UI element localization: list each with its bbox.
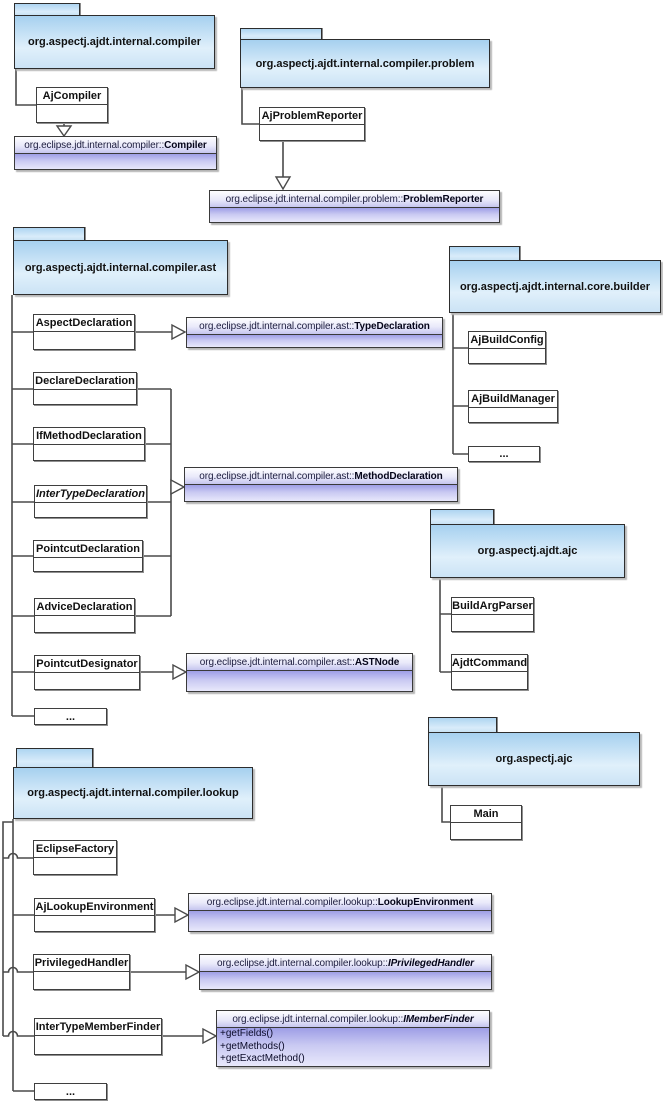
package-name: org.aspectj.ajdt.ajc <box>477 545 578 557</box>
class-name: BuildArgParser <box>452 600 533 612</box>
class-privilegedhandler <box>33 954 130 990</box>
package-tab-compiler <box>14 3 80 15</box>
method-list <box>217 1028 489 1066</box>
class-ast-ellipsis <box>34 708 107 725</box>
containment-lookup-package-inner <box>13 819 34 1091</box>
interface-name: IMemberFinder <box>403 1013 474 1025</box>
class-builder-ellipsis <box>468 446 540 462</box>
class-name: AdviceDeclaration <box>36 601 133 613</box>
class-name: InterTypeMemberFinder <box>35 1021 161 1033</box>
class-intertypememberfinder <box>34 1018 162 1055</box>
class-pointcutdeclaration <box>33 540 143 572</box>
qualifier: org.eclipse.jdt.internal.compiler.lookup:: <box>206 896 378 908</box>
external-class-problemreporter <box>209 190 500 223</box>
package-name: org.aspectj.ajdt.internal.compiler.ast <box>24 261 217 274</box>
class-ajdtcommand <box>451 654 528 690</box>
package-problem <box>240 39 490 88</box>
qualifier: org.eclipse.jdt.internal.compiler:: <box>24 139 165 151</box>
package-compiler <box>14 15 215 69</box>
package-tab-builder <box>449 246 520 260</box>
class-ajbuildmanager <box>468 390 558 423</box>
qualifier: org.eclipse.jdt.internal.compiler.lookup:: <box>217 957 388 969</box>
external-interface-imemberfinder <box>216 1010 490 1067</box>
class-name: ProblemReporter <box>403 193 484 205</box>
class-name: TypeDeclaration <box>354 320 430 332</box>
package-tab-ajc <box>428 717 497 732</box>
class-name: InterTypeDeclaration <box>35 488 145 500</box>
package-tab-ajdt-ajc <box>430 509 494 524</box>
package-builder <box>449 260 661 313</box>
gen-arrow-to-iprivilegedhandler <box>186 965 199 979</box>
gen-arrow-to-typedeclaration <box>172 325 185 339</box>
containment-compiler-package <box>16 69 36 105</box>
class-ajlookupenvironment <box>34 898 155 932</box>
class-ajproblemreporter <box>259 107 365 141</box>
package-name: org.aspectj.ajdt.internal.compiler <box>28 36 201 48</box>
class-name: AjBuildConfig <box>470 334 544 346</box>
qualifier: org.eclipse.jdt.internal.compiler.lookup:: <box>232 1013 404 1025</box>
gen-arrow-to-problemreporter <box>276 177 290 189</box>
external-class-compiler <box>14 136 217 170</box>
class-name: PointcutDeclaration <box>36 543 140 555</box>
class-name: PointcutDesignator <box>36 658 138 670</box>
qualifier: org.eclipse.jdt.internal.compiler.ast:: <box>199 320 355 332</box>
class-name: EclipseFactory <box>35 843 115 855</box>
containment-problem-package <box>242 88 259 124</box>
class-ifmethoddeclaration <box>33 427 145 461</box>
class-intertypedeclaration <box>34 485 147 518</box>
class-declaredeclaration <box>33 372 137 405</box>
class-name: PrivilegedHandler <box>34 957 129 969</box>
class-name: AjCompiler <box>42 90 102 102</box>
class-name: ASTNode <box>354 656 400 668</box>
class-name: LookupEnvironment <box>377 896 474 908</box>
package-ast <box>13 240 228 295</box>
ellipsis-label: ... <box>65 1085 76 1098</box>
qualifier: org.eclipse.jdt.internal.compiler.ast:: <box>199 656 355 668</box>
containment-ajc-package <box>442 786 450 822</box>
package-tab-ast <box>13 227 85 240</box>
package-name: org.aspectj.ajdt.internal.compiler.lookup <box>27 787 239 799</box>
class-name: AspectDeclaration <box>35 317 133 329</box>
package-ajdt-ajc <box>430 524 625 578</box>
gen-arrow-to-imemberfinder <box>203 1029 216 1043</box>
interface-name: IPrivilegedHandler <box>387 957 474 969</box>
method-getfields: +getFields() <box>220 1028 274 1039</box>
method-getmethods: +getMethods() <box>220 1040 285 1052</box>
package-lookup <box>13 767 253 819</box>
containment-lookup-package-outer <box>3 822 34 1036</box>
ellipsis-label: ... <box>499 448 509 460</box>
class-eclipsefactory <box>33 840 117 875</box>
class-name: IfMethodDeclaration <box>36 430 142 442</box>
class-main <box>450 805 522 840</box>
external-class-methoddeclaration <box>184 467 458 502</box>
package-name: org.aspectj.ajdt.internal.core.builder <box>459 280 651 293</box>
method-getexactmethod: +getExactMethod() <box>220 1053 305 1064</box>
package-name: org.aspectj.ajc <box>495 753 573 765</box>
gen-arrow-to-compiler <box>57 126 71 136</box>
class-name: AjBuildManager <box>471 393 555 405</box>
class-aspectdeclaration <box>33 314 135 350</box>
ellipsis-label: ... <box>65 710 76 723</box>
gen-arrow-to-astnode <box>173 665 186 679</box>
external-interface-iprivilegedhandler <box>199 954 492 990</box>
class-name: DeclareDeclaration <box>35 375 135 387</box>
external-class-typedeclaration <box>186 317 443 348</box>
external-class-lookupenvironment <box>188 893 492 932</box>
class-name: Main <box>473 808 499 820</box>
gen-arrow-to-lookupenvironment <box>175 908 188 922</box>
class-name: Compiler <box>164 139 207 151</box>
containment-ast-package <box>12 295 34 716</box>
class-name: AjdtCommand <box>452 657 527 669</box>
package-ajc <box>428 732 640 786</box>
external-class-astnode <box>186 653 413 692</box>
package-name: org.aspectj.ajdt.internal.compiler.problem <box>255 57 475 70</box>
class-advicedeclaration <box>34 598 135 633</box>
class-lookup-ellipsis <box>34 1083 107 1100</box>
gen-arrow-to-methoddeclaration <box>171 480 184 494</box>
containment-ajdt-ajc-package <box>440 578 451 672</box>
class-name: MethodDeclaration <box>354 470 443 482</box>
class-ajbuildconfig <box>468 331 546 364</box>
class-name: AjProblemReporter <box>261 110 363 122</box>
qualifier: org.eclipse.jdt.internal.compiler.problem:: <box>225 193 404 205</box>
class-buildargparser <box>451 597 534 632</box>
containment-builder-package <box>453 313 468 454</box>
package-tab-problem <box>240 28 322 39</box>
package-tab-lookup <box>16 748 93 767</box>
qualifier: org.eclipse.jdt.internal.compiler.ast:: <box>199 470 355 482</box>
class-name: AjLookupEnvironment <box>35 901 154 913</box>
class-pointcutdesignator <box>34 655 140 690</box>
class-ajcompiler <box>36 87 108 123</box>
